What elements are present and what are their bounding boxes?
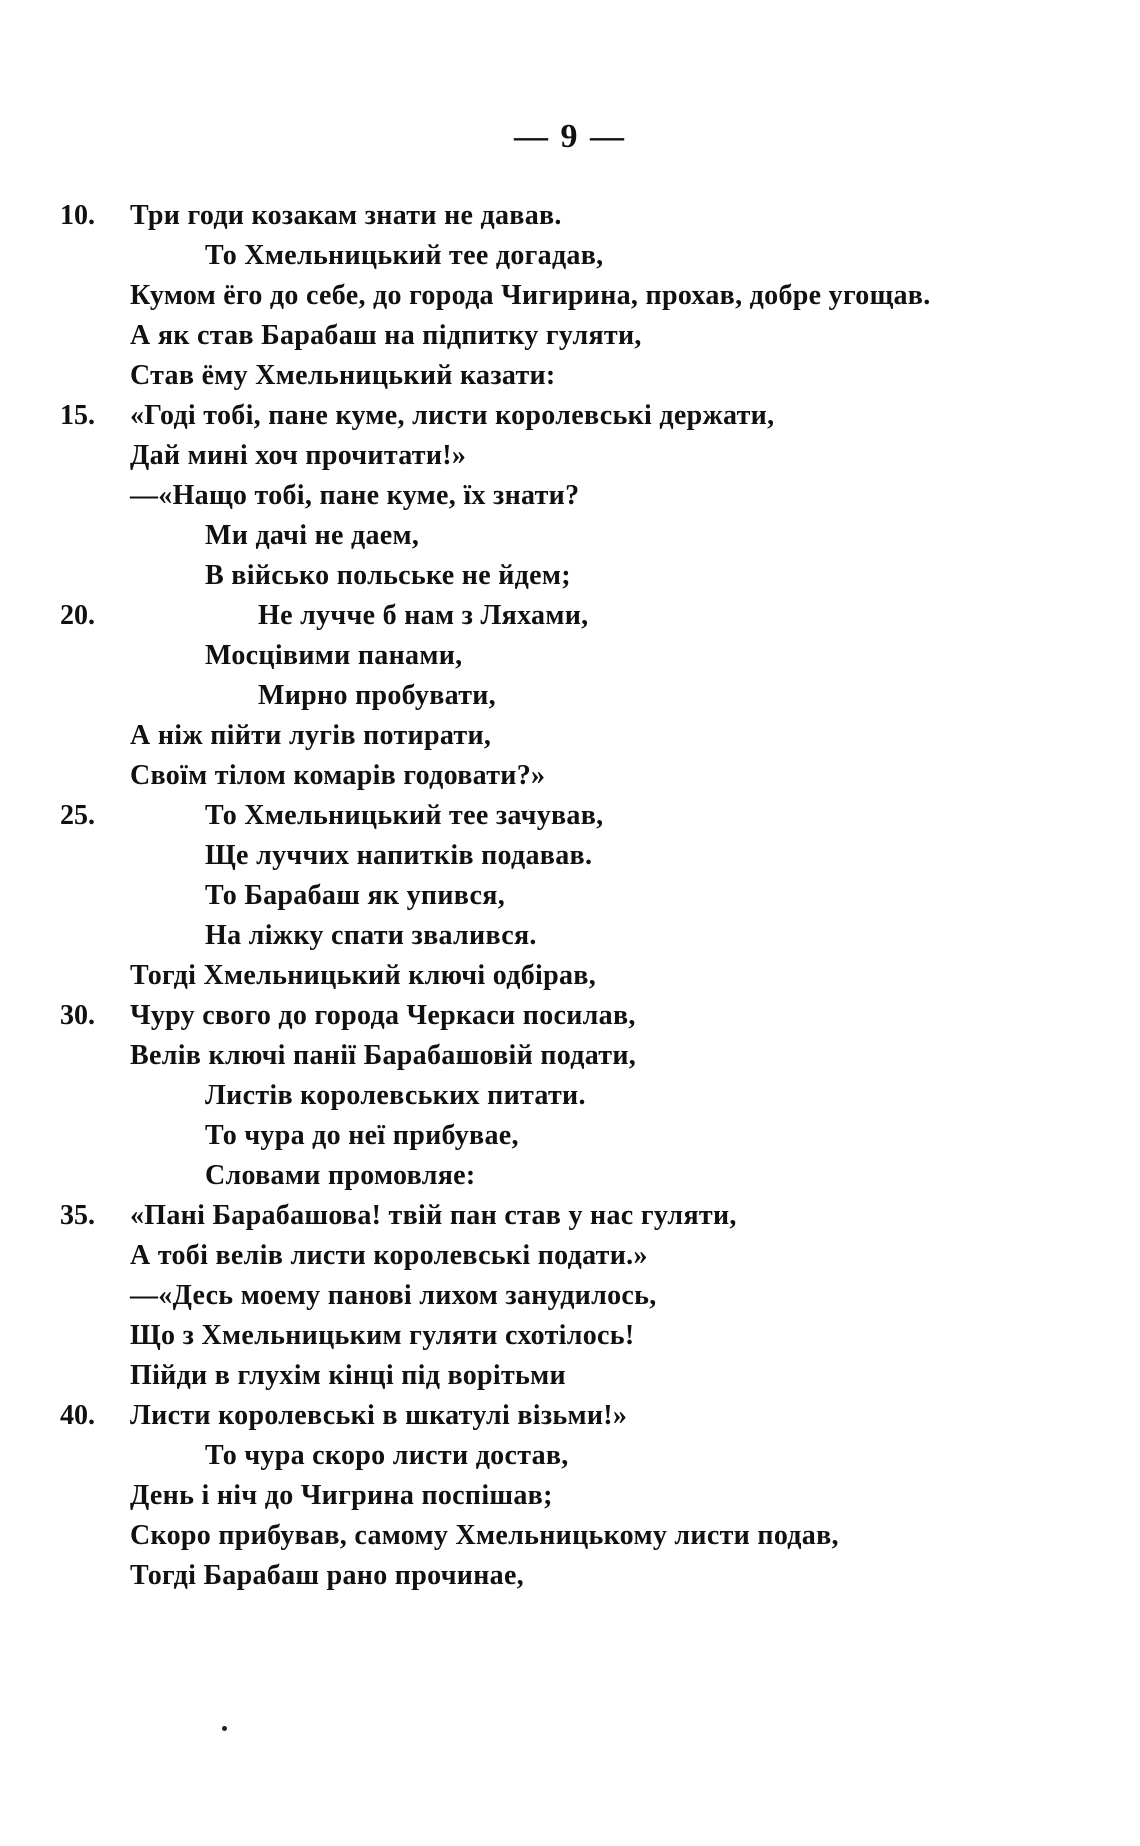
poem-line (0, 1476, 1140, 1516)
line-text: То Хмельницький тее догадав, (205, 240, 604, 271)
poem-line (0, 1556, 1140, 1596)
line-text: Словами промовляе: (205, 1160, 476, 1191)
poem-line (0, 556, 1140, 596)
line-number: 10. (60, 200, 95, 231)
poem-line (0, 356, 1140, 396)
line-text: Своїм тілом комарів годовати?» (130, 760, 546, 791)
poem-line (0, 636, 1140, 676)
line-text: Листів королевських питати. (205, 1080, 586, 1111)
poem-line (0, 1356, 1140, 1396)
line-text: —«Нащо тобі, пане куме, їх знати? (130, 480, 580, 511)
poem-line (0, 196, 1140, 236)
poem-line (0, 1196, 1140, 1236)
poem-line (0, 1396, 1140, 1436)
line-text: Тогді Хмельницький ключі одбірав, (130, 960, 596, 991)
poem-line (0, 596, 1140, 636)
poem-line (0, 876, 1140, 916)
line-number: 15. (60, 400, 95, 431)
poem-line (0, 236, 1140, 276)
line-text: То Барабаш як упився, (205, 880, 506, 911)
poem-line (0, 1276, 1140, 1316)
poem-line (0, 956, 1140, 996)
line-text: Тогді Барабаш рано прочинае, (130, 1560, 524, 1591)
line-text: Три годи козакам знати не давав. (130, 200, 562, 231)
poem-line (0, 436, 1140, 476)
line-text: Став ёму Хмельницький казати: (130, 360, 556, 391)
poem-line (0, 1436, 1140, 1476)
line-text: «Пані Барабашова! твій пан став у нас гуляти, (130, 1200, 737, 1231)
poem-line (0, 476, 1140, 516)
line-text: Не лучче б нам з Ляхами, (258, 600, 589, 631)
line-text: Мосцівими панами, (205, 640, 463, 671)
poem-line (0, 276, 1140, 316)
poem-line (0, 1116, 1140, 1156)
poem-line (0, 676, 1140, 716)
line-text: Мирно пробувати, (258, 680, 496, 711)
poem-body (0, 196, 1140, 1596)
poem-line (0, 1316, 1140, 1356)
line-text: На ліжку спати звалився. (205, 920, 537, 951)
poem-line (0, 1516, 1140, 1556)
line-text: Дай мині хоч прочитати!» (130, 440, 467, 471)
line-text: День і ніч до Чигрина поспішав; (130, 1480, 553, 1511)
poem-line (0, 756, 1140, 796)
line-text: Листи королевські в шкатулі візьми!» (130, 1400, 628, 1431)
line-text: Ми дачі не даем, (205, 520, 420, 551)
line-text: Пійди в глухім кінці під ворітьми (130, 1360, 566, 1391)
line-number: 25. (60, 800, 95, 831)
print-speck (222, 1726, 227, 1731)
line-text: Чуру свого до города Черкаси посилав, (130, 1000, 636, 1031)
line-text: То чура до неї прибувае, (205, 1120, 519, 1151)
line-text: Скоро прибував, самому Хмельницькому листи подав, (130, 1520, 839, 1551)
line-text: «Годі тобі, пане куме, листи королевські держати, (130, 400, 775, 431)
line-text: То Хмельницький тее зачував, (205, 800, 604, 831)
line-text: —«Десь моему панові лихом занудилось, (130, 1280, 657, 1311)
poem-line (0, 716, 1140, 756)
poem-line (0, 796, 1140, 836)
line-number: 35. (60, 1200, 95, 1231)
poem-line (0, 1076, 1140, 1116)
line-text: А як став Барабаш на підпитку гуляти, (130, 320, 642, 351)
poem-line (0, 396, 1140, 436)
poem-line (0, 316, 1140, 356)
poem-line (0, 516, 1140, 556)
poem-line (0, 836, 1140, 876)
line-text: А ніж пійти лугів потирати, (130, 720, 492, 751)
line-text: Велів ключі панії Барабашовій подати, (130, 1040, 637, 1071)
poem-line (0, 916, 1140, 956)
poem-line (0, 1036, 1140, 1076)
line-number: 20. (60, 600, 95, 631)
line-text: В військо польське не йдем; (205, 560, 571, 591)
line-text: Ще луччих напитків подавав. (205, 840, 593, 871)
line-text: А тобі велів листи королевські подати.» (130, 1240, 648, 1271)
poem-line (0, 1156, 1140, 1196)
line-text: Що з Хмельницьким гуляти схотілось! (130, 1320, 635, 1351)
line-text: То чура скоро листи достав, (205, 1440, 569, 1471)
page-number: — 9 — (514, 118, 626, 155)
poem-line (0, 996, 1140, 1036)
poem-line (0, 1236, 1140, 1276)
line-number: 30. (60, 1000, 95, 1031)
line-number: 40. (60, 1400, 95, 1431)
line-text: Кумом ёго до себе, до города Чигирина, прохав, добре угощав. (130, 280, 931, 311)
